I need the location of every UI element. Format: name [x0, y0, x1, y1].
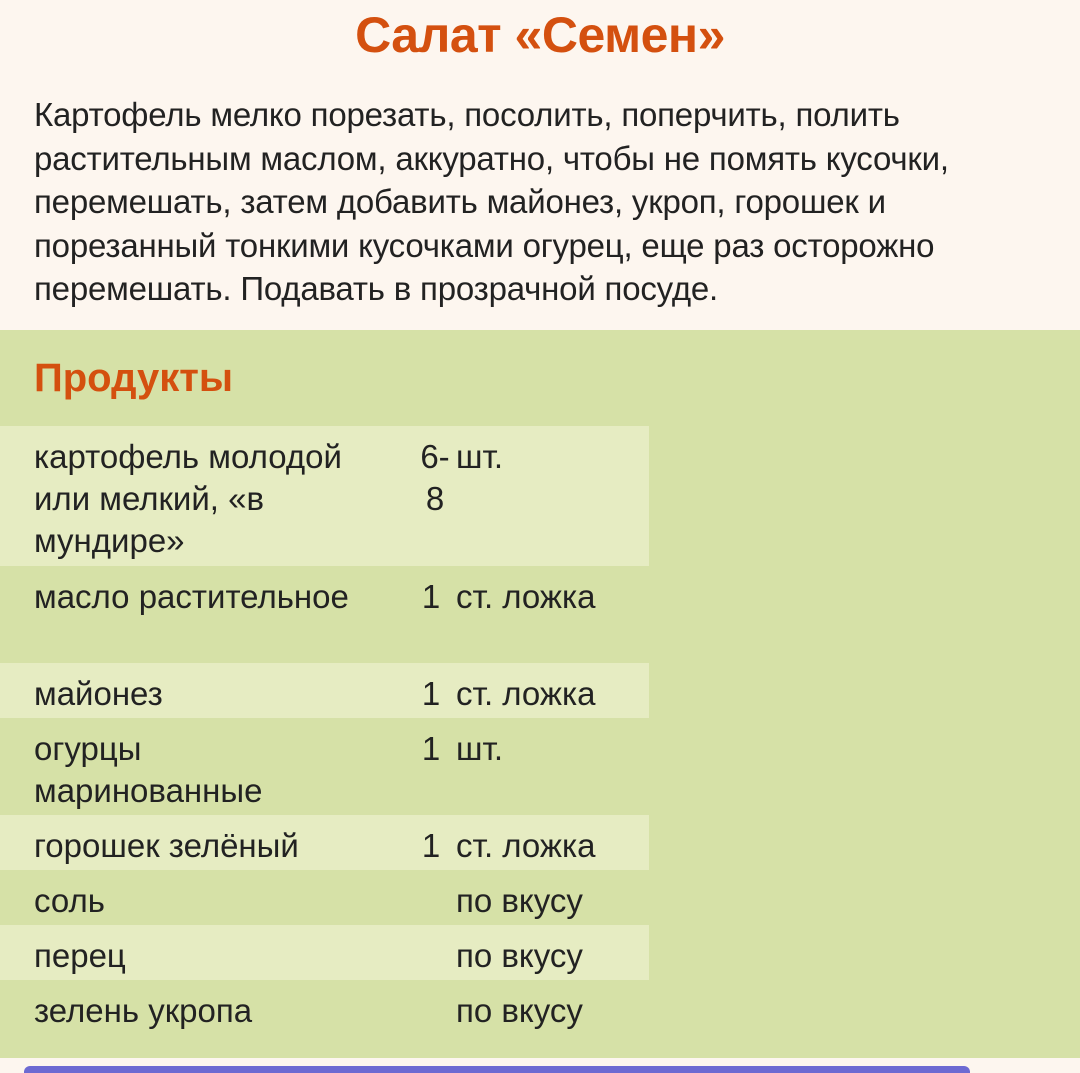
product-unit: ст. ложка — [456, 827, 596, 864]
product-amount: 1 — [421, 730, 441, 767]
product-unit: по вкусу — [456, 992, 583, 1029]
product-unit: ст. ложка — [456, 578, 596, 615]
product-unit: по вкусу — [456, 882, 583, 919]
product-amount: 1 — [421, 827, 441, 864]
product-name: горошек зелёный — [34, 827, 299, 864]
product-row — [0, 980, 649, 1035]
product-row — [0, 566, 649, 663]
product-amount: 6-8 — [420, 438, 450, 517]
product-name: соль — [34, 882, 105, 919]
product-row — [0, 663, 649, 718]
product-row — [0, 815, 649, 870]
recipe-description: Картофель мелко порезать, посолить, поперчить, полить растительным маслом, аккуратно, чтобы не помять кусочки, перемешать, затем добавить майонез, укроп, горошек и порезанный тонкими кусочками огурец, еще раз осторожно перемешать. Подавать в прозрачной посуде. — [34, 96, 949, 307]
recipe-title: Салат «Семен» — [355, 7, 725, 63]
product-unit: ст. ложка — [456, 675, 596, 712]
product-unit: по вкусу — [456, 937, 583, 974]
product-amount: 1 — [421, 578, 441, 615]
product-name: огурцы маринованные — [34, 730, 263, 809]
product-row — [0, 718, 649, 815]
products-heading: Продукты — [34, 356, 233, 400]
products-table — [0, 426, 649, 1035]
product-row — [0, 925, 649, 980]
bottom-bar — [24, 1066, 970, 1073]
product-unit: шт. — [456, 438, 504, 475]
products-section — [0, 330, 1080, 1058]
product-row — [0, 426, 649, 566]
product-unit: шт. — [456, 730, 504, 767]
product-amount: 1 — [421, 675, 441, 712]
product-name: картофель молодой или мелкий, «в мундире» — [34, 438, 342, 559]
product-name: майонез — [34, 675, 163, 712]
product-name: зелень укропа — [34, 992, 253, 1029]
recipe-header-section — [0, 0, 1080, 330]
product-row — [0, 870, 649, 925]
product-name: масло растительное — [34, 578, 349, 615]
product-name: перец — [34, 937, 126, 974]
